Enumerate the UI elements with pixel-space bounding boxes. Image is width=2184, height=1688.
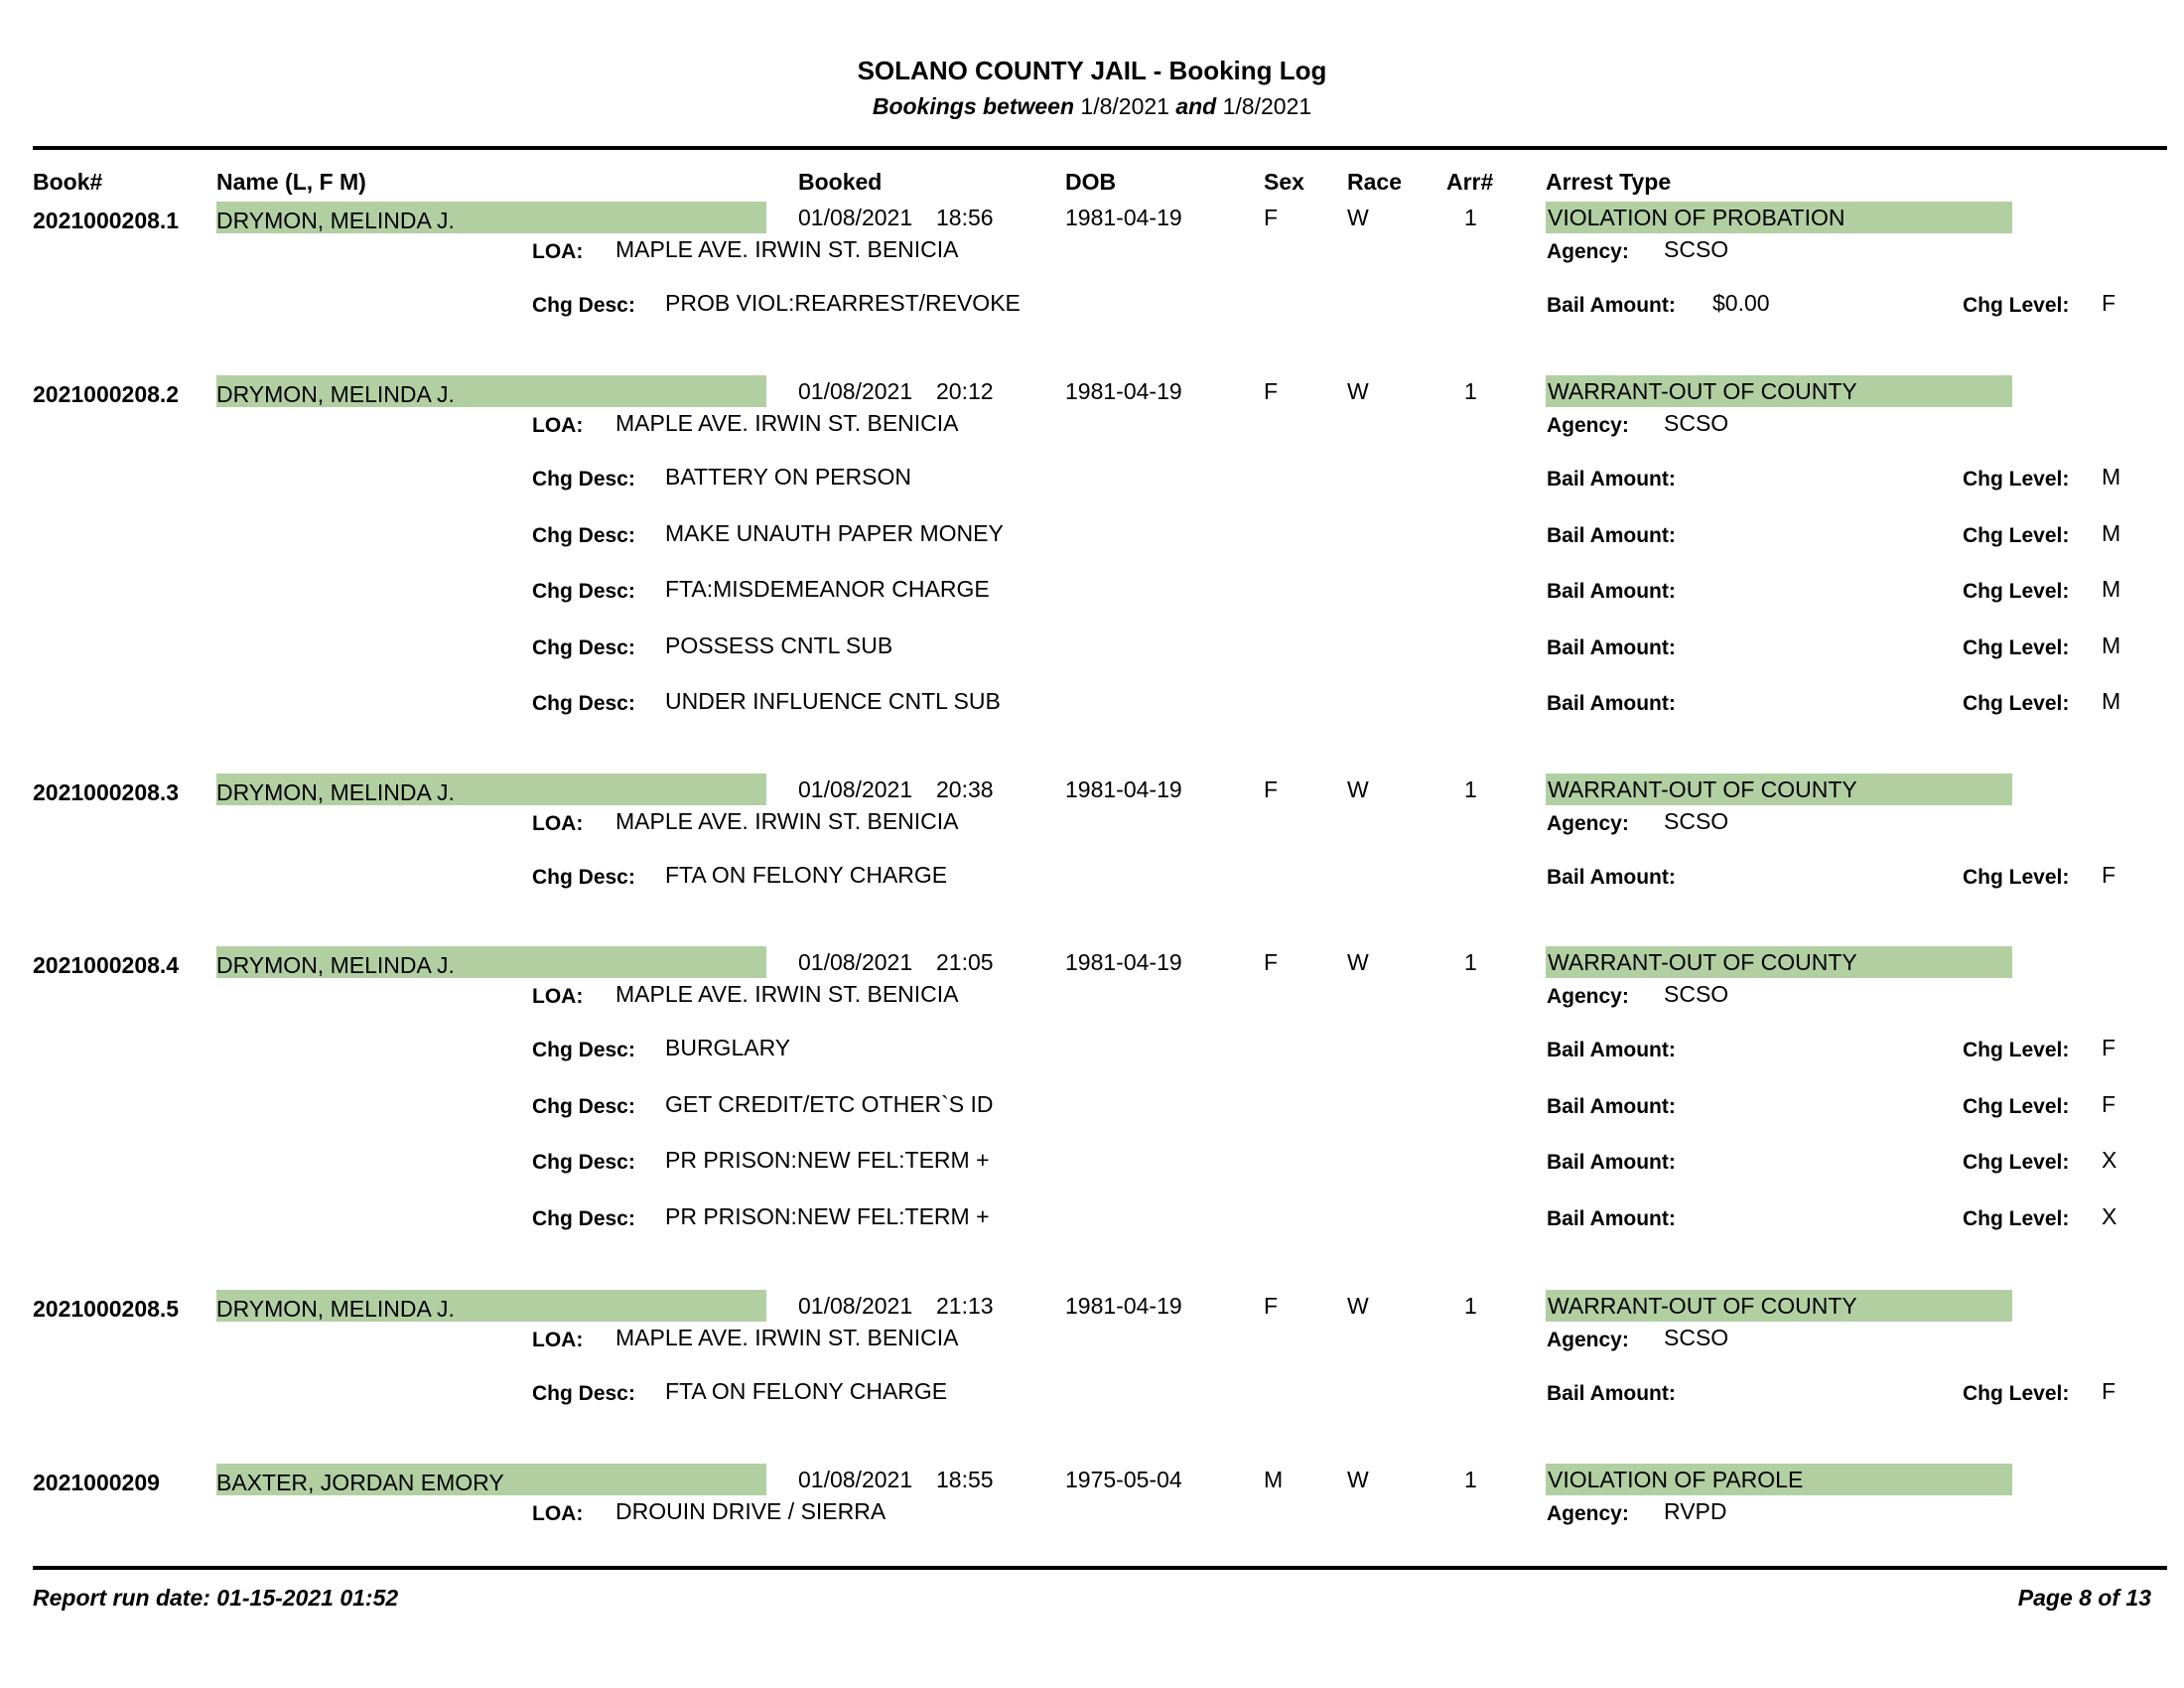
loa-value: MAPLE AVE. IRWIN ST. BENICIA [615, 410, 959, 436]
chg-desc-label: Chg Desc: [532, 1039, 635, 1061]
arr-value: 1 [1464, 378, 1477, 404]
agency-label: Agency: [1547, 240, 1629, 263]
booked-date: 01/08/2021 [798, 1467, 913, 1492]
chg-desc-value: PR PRISON:NEW FEL:TERM + [665, 1147, 990, 1173]
arr-value: 1 [1464, 776, 1477, 802]
sex-value: M [1264, 1467, 1284, 1492]
chg-desc-label: Chg Desc: [532, 635, 635, 659]
arrest-type: WARRANT-OUT OF COUNTY [1548, 1293, 1857, 1319]
chg-desc-value: FTA:MISDEMEANOR CHARGE [665, 576, 990, 602]
chg-level-value: F [2102, 1035, 2116, 1060]
col-header-dob: DOB [1065, 169, 1117, 195]
chg-level-value: X [2102, 1202, 2117, 1229]
chg-desc-label: Chg Desc: [532, 692, 635, 715]
loa-label: LOA: [532, 1502, 584, 1525]
arrest-type: WARRANT-OUT OF COUNTY [1548, 776, 1857, 802]
race-value: W [1347, 1467, 1369, 1492]
arrest-type: WARRANT-OUT OF COUNTY [1548, 378, 1857, 404]
bottom-divider [33, 1566, 2167, 1570]
agency-label: Agency: [1547, 1329, 1629, 1351]
bail-amount-label: Bail Amount: [1547, 866, 1676, 889]
arrest-type: VIOLATION OF PROBATION [1548, 205, 1845, 230]
bail-amount-label: Bail Amount: [1547, 1039, 1676, 1061]
chg-level-label: Chg Level: [1963, 1094, 2070, 1118]
agency-value: SCSO [1664, 236, 1729, 262]
chg-level-value: F [2102, 862, 2116, 888]
col-header-name: Name (L, F M) [216, 169, 366, 195]
loa-label: LOA: [532, 1329, 584, 1351]
bail-amount-label: Bail Amount: [1547, 1382, 1676, 1405]
booking-number: 2021000208.5 [33, 1296, 180, 1322]
agency-value: SCSO [1664, 410, 1729, 436]
arr-value: 1 [1464, 205, 1477, 230]
agency-label: Agency: [1547, 812, 1629, 835]
sex-value: F [1264, 205, 1279, 230]
loa-label: LOA: [532, 240, 584, 263]
booked-date: 01/08/2021 [798, 1293, 913, 1319]
loa-label: LOA: [532, 414, 584, 437]
date-from: 1/8/2021 [1080, 93, 1169, 119]
loa-label: LOA: [532, 985, 584, 1008]
subtitle-prefix: Bookings between [872, 93, 1075, 119]
dob-value: 1975-05-04 [1065, 1467, 1182, 1492]
booking-number: 2021000208.1 [33, 208, 180, 233]
race-value: W [1347, 776, 1369, 802]
sex-value: F [1264, 949, 1279, 975]
chg-desc-value: GET CREDIT/ETC OTHER`S ID [665, 1090, 994, 1117]
inmate-name: DRYMON, MELINDA J. [216, 952, 455, 978]
chg-desc-label: Chg Desc: [532, 866, 635, 889]
subtitle-and: and [1175, 93, 1217, 119]
arr-value: 1 [1464, 949, 1477, 975]
chg-level-label: Chg Level: [1963, 294, 2070, 317]
chg-desc-value: FTA ON FELONY CHARGE [665, 1378, 948, 1404]
bail-amount-label: Bail Amount: [1547, 692, 1676, 715]
booking-number: 2021000208.2 [33, 381, 180, 407]
chg-desc-value: MAKE UNAUTH PAPER MONEY [665, 519, 1004, 546]
bail-amount-label: Bail Amount: [1547, 468, 1676, 491]
inmate-name: DRYMON, MELINDA J. [216, 208, 455, 233]
agency-value: RVPD [1664, 1498, 1727, 1524]
page-number: Page 8 of 13 [2017, 1585, 2151, 1611]
agency-value: SCSO [1664, 808, 1729, 834]
chg-level-label: Chg Level: [1963, 635, 2070, 659]
dob-value: 1981-04-19 [1065, 378, 1182, 404]
loa-value: MAPLE AVE. IRWIN ST. BENICIA [615, 1325, 959, 1350]
chg-level-label: Chg Level: [1963, 523, 2070, 547]
bail-amount-label: Bail Amount: [1547, 635, 1676, 659]
chg-desc-value: PROB VIOL:REARREST/REVOKE [665, 290, 1021, 316]
sex-value: F [1264, 378, 1279, 404]
chg-desc-label: Chg Desc: [532, 1094, 635, 1118]
bail-amount-label: Bail Amount: [1547, 580, 1676, 603]
chg-level-label: Chg Level: [1963, 1382, 2070, 1405]
loa-value: DROUIN DRIVE / SIERRA [615, 1498, 887, 1524]
inmate-name: DRYMON, MELINDA J. [216, 1296, 455, 1322]
chg-level-label: Chg Level: [1963, 692, 2070, 715]
date-to: 1/8/2021 [1222, 93, 1312, 119]
race-value: W [1347, 205, 1369, 230]
inmate-name: BAXTER, JORDAN EMORY [216, 1470, 504, 1495]
race-value: W [1347, 1293, 1369, 1319]
booked-time: 18:55 [936, 1467, 994, 1492]
chg-desc-label: Chg Desc: [532, 580, 635, 603]
chg-level-value: X [2102, 1147, 2117, 1173]
booked-time: 18:56 [936, 205, 994, 230]
chg-level-value: M [2102, 464, 2121, 490]
chg-level-label: Chg Level: [1963, 1151, 2070, 1174]
booking-number: 2021000208.4 [33, 952, 180, 978]
chg-desc-value: BURGLARY [665, 1035, 791, 1060]
booked-time: 21:13 [936, 1293, 994, 1319]
dob-value: 1981-04-19 [1065, 949, 1182, 975]
booked-date: 01/08/2021 [798, 205, 913, 230]
dob-value: 1981-04-19 [1065, 1293, 1182, 1319]
chg-desc-value: UNDER INFLUENCE CNTL SUB [665, 688, 1001, 714]
arr-value: 1 [1464, 1467, 1477, 1492]
chg-level-label: Chg Level: [1963, 580, 2070, 603]
agency-label: Agency: [1547, 1502, 1629, 1525]
bail-amount-label: Bail Amount: [1547, 294, 1676, 317]
chg-level-label: Chg Level: [1963, 1206, 2070, 1230]
chg-level-value: F [2102, 1378, 2116, 1404]
report-run-date: Report run date: 01-15-2021 01:52 [33, 1585, 399, 1611]
booking-number: 2021000208.3 [33, 779, 180, 805]
booked-date: 01/08/2021 [798, 378, 913, 404]
bail-amount-value: $0.00 [1712, 290, 1770, 316]
col-header-race: Race [1347, 169, 1402, 195]
booked-date: 01/08/2021 [798, 776, 913, 802]
col-header-book: Book# [33, 169, 103, 195]
bail-amount-label: Bail Amount: [1547, 1151, 1676, 1174]
chg-desc-label: Chg Desc: [532, 1151, 635, 1174]
chg-desc-label: Chg Desc: [532, 523, 635, 547]
chg-level-value: F [2102, 290, 2116, 316]
booked-time: 21:05 [936, 949, 994, 975]
chg-level-value: F [2102, 1090, 2116, 1117]
inmate-name: DRYMON, MELINDA J. [216, 779, 455, 805]
arrest-type: VIOLATION OF PAROLE [1548, 1467, 1804, 1492]
col-header-booked: Booked [798, 169, 883, 195]
chg-level-value: M [2102, 576, 2121, 602]
loa-value: MAPLE AVE. IRWIN ST. BENICIA [615, 236, 959, 262]
sex-value: F [1264, 1293, 1279, 1319]
dob-value: 1981-04-19 [1065, 205, 1182, 230]
booking-number: 2021000209 [33, 1470, 160, 1495]
col-header-arrest-type: Arrest Type [1546, 169, 1672, 195]
agency-label: Agency: [1547, 985, 1629, 1008]
col-header-arr: Arr# [1446, 169, 1494, 195]
agency-label: Agency: [1547, 414, 1629, 437]
chg-desc-value: PR PRISON:NEW FEL:TERM + [665, 1202, 990, 1229]
arrest-type: WARRANT-OUT OF COUNTY [1548, 949, 1857, 975]
chg-desc-label: Chg Desc: [532, 1206, 635, 1230]
booked-time: 20:38 [936, 776, 994, 802]
bail-amount-label: Bail Amount: [1547, 1094, 1676, 1118]
chg-desc-value: FTA ON FELONY CHARGE [665, 862, 948, 888]
report-subtitle [0, 93, 2184, 120]
booked-time: 20:12 [936, 378, 994, 404]
chg-level-value: M [2102, 632, 2121, 658]
loa-value: MAPLE AVE. IRWIN ST. BENICIA [615, 981, 959, 1007]
chg-desc-value: POSSESS CNTL SUB [665, 632, 893, 658]
col-header-sex: Sex [1264, 169, 1304, 195]
booked-date: 01/08/2021 [798, 949, 913, 975]
chg-level-label: Chg Level: [1963, 866, 2070, 889]
report-title: SOLANO COUNTY JAIL - Booking Log [857, 56, 1327, 85]
race-value: W [1347, 378, 1369, 404]
inmate-name: DRYMON, MELINDA J. [216, 381, 455, 407]
sex-value: F [1264, 776, 1279, 802]
loa-value: MAPLE AVE. IRWIN ST. BENICIA [615, 808, 959, 834]
chg-desc-value: BATTERY ON PERSON [665, 464, 911, 490]
chg-level-value: M [2102, 688, 2121, 714]
top-divider [33, 146, 2167, 150]
chg-desc-label: Chg Desc: [532, 468, 635, 491]
dob-value: 1981-04-19 [1065, 776, 1182, 802]
chg-level-value: M [2102, 519, 2121, 546]
agency-value: SCSO [1664, 1325, 1729, 1350]
bail-amount-label: Bail Amount: [1547, 523, 1676, 547]
bail-amount-label: Bail Amount: [1547, 1206, 1676, 1230]
agency-value: SCSO [1664, 981, 1729, 1007]
chg-level-label: Chg Level: [1963, 1039, 2070, 1061]
arr-value: 1 [1464, 1293, 1477, 1319]
race-value: W [1347, 949, 1369, 975]
loa-label: LOA: [532, 812, 584, 835]
chg-desc-label: Chg Desc: [532, 1382, 635, 1405]
chg-level-label: Chg Level: [1963, 468, 2070, 491]
chg-desc-label: Chg Desc: [532, 294, 635, 317]
